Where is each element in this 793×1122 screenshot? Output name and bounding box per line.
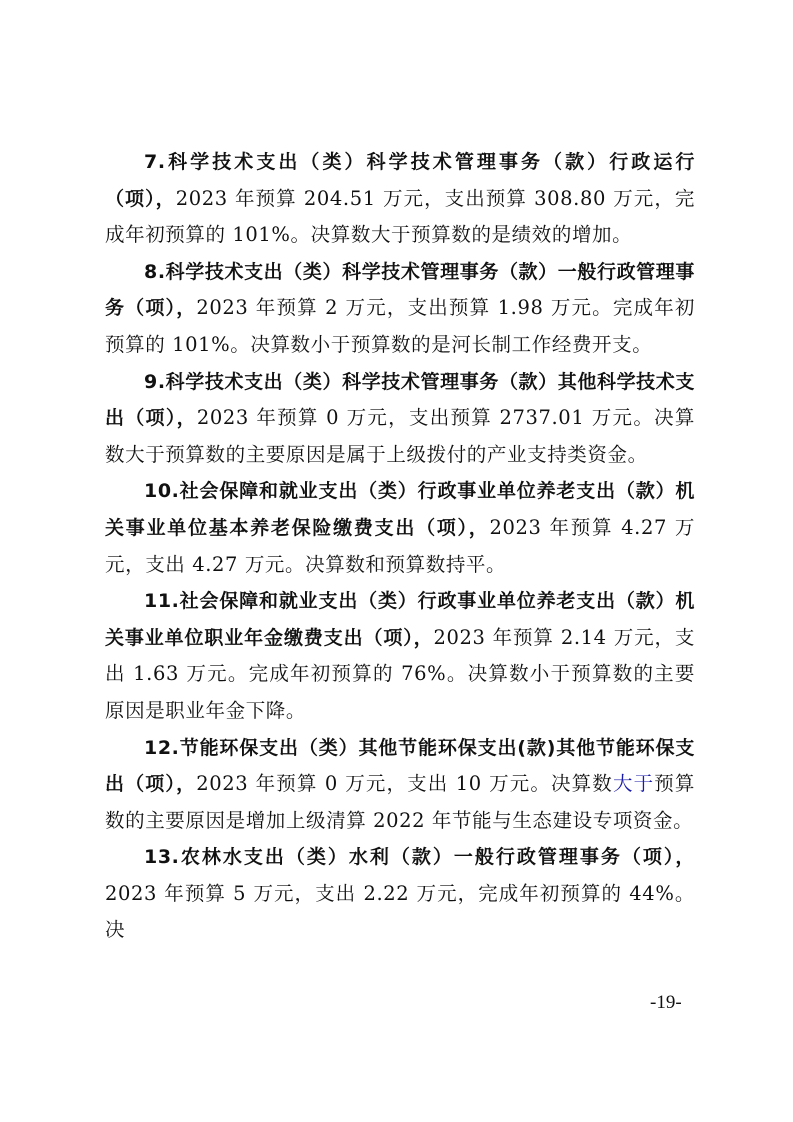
paragraph-heading: 10.社会保障和就业支出（类）行政事业单位养老支出（款）机关事业单位基本养老保险缴费支出（项）， — [105, 480, 695, 539]
paragraph-body: 2023 年预算 0 万元，支出 10 万元。决算数 — [196, 772, 613, 796]
page-number: -19- — [650, 992, 682, 1013]
paragraph-item-12 — [105, 730, 695, 840]
paragraph-heading: 8.科学技术支出（类）科学技术管理事务（款）一般行政管理事务（项）， — [105, 260, 695, 320]
paragraph-heading: 9.科学技术支出（类）科学技术管理事务（款）其他科学技术支出（项）， — [105, 370, 695, 430]
paragraph-body: 2023 年预算 2 万元，支出预算 1.98 万元。完成年初预算的 101%。决算数小于预算数的是河长制工作经费开支。 — [105, 296, 695, 356]
paragraph-heading: 11.社会保障和就业支出（类）行政事业单位养老支出（款）机关事业单位职业年金缴费支出（项）， — [105, 590, 695, 649]
paragraph-heading: 13.农林水支出（类）水利（款）一般行政管理事务（项）， — [144, 846, 695, 869]
paragraph-heading: 12.节能环保支出（类）其他节能环保支出(款)其他节能环保支出（项）， — [105, 736, 695, 796]
paragraph-item-9 — [105, 364, 695, 474]
document-body — [105, 144, 695, 949]
paragraph-item-8 — [105, 254, 695, 364]
highlighted-text: 大于 — [612, 772, 655, 796]
paragraph-body: 2023 年预算 204.51 万元，支出预算 308.80 万元，完成年初预算的 101%。决算数大于预算数的是绩效的增加。 — [105, 186, 695, 247]
paragraph-body: 2023 年预算 5 万元，支出 2.22 万元，完成年初预算的 44%。决 — [105, 881, 695, 942]
paragraph-item-10 — [105, 473, 695, 583]
paragraph-item-7 — [105, 144, 695, 254]
paragraph-heading: 7.科学技术支出（类）科学技术管理事务（款）行政运行（项）， — [105, 151, 695, 210]
paragraph-item-13 — [105, 839, 695, 949]
paragraph-body: 2023 年预算 0 万元，支出预算 2737.01 万元。决算数大于预算数的主要原因是属于上级拨付的产业支持类资金。 — [105, 406, 695, 466]
paragraph-body: 2023 年预算 4.27 万元，支出 4.27 万元。决算数和预算数持平。 — [105, 515, 695, 576]
paragraph-body-continued: 预算数的主要原因是增加上级清算 2022 年节能与生态建设专项资金。 — [105, 772, 695, 832]
paragraph-item-11 — [105, 583, 695, 729]
paragraph-body: 2023 年预算 2.14 万元，支出 1.63 万元。完成年初预算的 76%。决算数小于预算数的主要原因是职业年金下降。 — [105, 625, 695, 722]
